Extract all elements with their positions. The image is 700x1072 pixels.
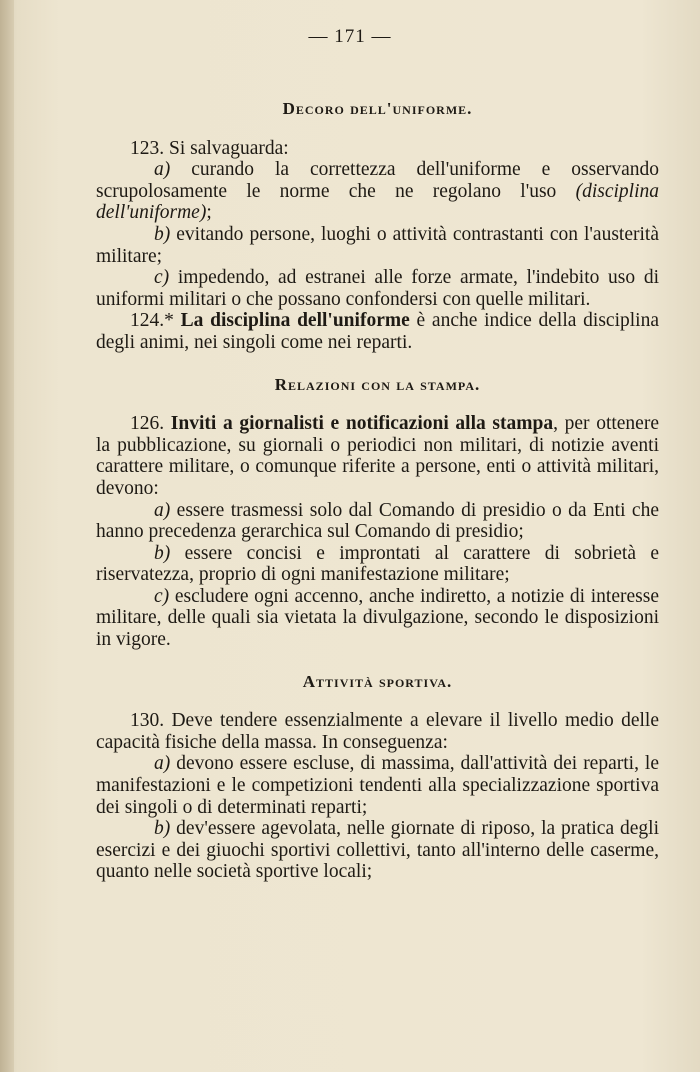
article-126-a: a) essere trasmessi solo dal Comando di presidio o da Enti che hanno precedenza gerarchica sul Comando di presidio;	[96, 499, 659, 543]
section-title-sport: Attività sportiva.	[302, 671, 453, 691]
article-130-a: a) devono essere escluse, di massima, dall'attività dei reparti, le manifestazioni e le competizioni tendenti alla specializzazione sportiva dei singoli o di determinati reparti;	[96, 753, 659, 818]
article-126-c: c) escludere ogni accenno, anche indiretto, a notizie di interesse militare, delle quali sia vietata la divulgazione, secondo le disposizioni in vigore.	[96, 585, 659, 651]
page-body	[96, 92, 659, 883]
section-title-decoro: Decoro dell'uniforme.	[282, 99, 473, 118]
article-130: 130. Deve tendere essenzialmente a elevare il livello medio delle capacità fisiche della massa. In conseguenza:	[96, 710, 659, 753]
page-number: — 171 —	[308, 26, 392, 47]
article-123-c: c) impedendo, ad estranei alle forze armate, l'indebito uso di uniformi militari o che possano confondersi con quelle militari.	[96, 267, 659, 310]
article-123-a: a) curando la correttezza dell'uniforme e osservando scrupolosamente le norme che ne regolano l'uso (disciplina dell'uniforme);	[96, 159, 659, 224]
article-124: 124.* La disciplina dell'uniforme è anche indice della disciplina degli animi, nei singoli come nei reparti.	[96, 310, 659, 353]
section-title-stampa: Relazioni con la stampa.	[274, 374, 481, 394]
article-126: 126. Inviti a giornalisti e notificazioni alla stampa, per ottenere la pubblicazione, su giornali o periodici non militari, di notizie aventi carattere militare, o comunque riferite a persone, enti o attività militari, devono:	[96, 413, 659, 499]
article-123: 123. Si salvaguarda:	[130, 137, 289, 159]
article-123-b: b) evitando persone, luoghi o attività contrastanti con l'austerità militare;	[96, 223, 659, 267]
article-126-b: b) essere concisi e improntati al carattere di sobrietà e riservatezza, proprio di ogni manifestazione militare;	[96, 542, 659, 586]
page-gutter	[0, 0, 14, 1072]
article-130-b: b) dev'essere agevolata, nelle giornate di riposo, la pratica degli esercizi e dei giuochi sportivi collettivi, tanto all'interno delle caserme, quanto nelle società sportive locali;	[96, 818, 659, 883]
